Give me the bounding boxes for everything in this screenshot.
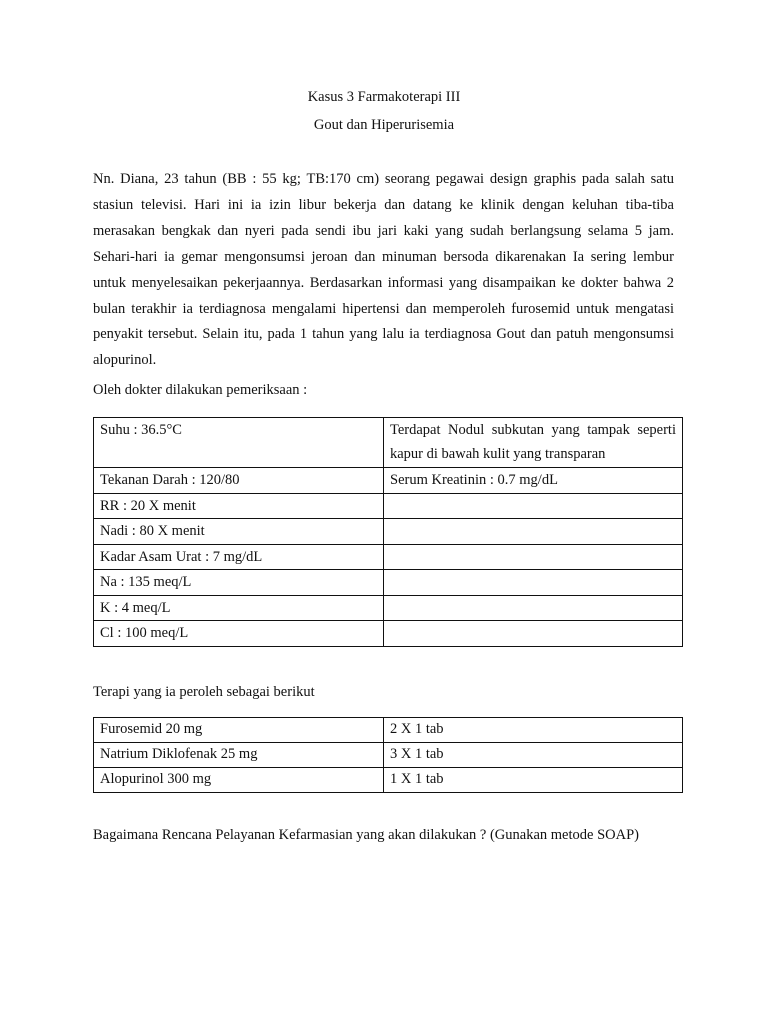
therapy-dose: 3 X 1 tab: [384, 743, 683, 768]
table-row: [94, 743, 683, 768]
therapy-drug: Furosemid 20 mg: [94, 718, 384, 743]
exam-cell-right: [384, 621, 683, 647]
therapy-drug: Natrium Diklofenak 25 mg: [94, 743, 384, 768]
table-row: [94, 570, 683, 596]
exam-intro: Oleh dokter dilakukan pemeriksaan :: [93, 382, 308, 398]
exam-cell-left: Cl : 100 meq/L: [94, 621, 384, 647]
exam-cell-right: Terdapat Nodul subkutan yang tampak seperti kapur di bawah kulit yang transparan: [384, 418, 683, 468]
exam-cell-right: [384, 519, 683, 545]
table-row: [94, 621, 683, 647]
table-row: [94, 519, 683, 545]
exam-cell-right: [384, 595, 683, 621]
case-paragraph: Nn. Diana, 23 tahun (BB : 55 kg; TB:170 cm) seorang pegawai design graphis pada salah satu stasiun televisi. Hari ini ia izin libur bekerja dan datang ke klinik dengan keluhan tiba-tiba merasakan bengkak dan nyeri pada sendi ibu jari kaki yang sudah berlangsung selama 5 jam. Sehari-hari ia gemar mengonsumsi jeroan dan minuman bersoda dikarenakan Ia sering lembur untuk menyelesaikan pekerjaannya. Berdasarkan informasi yang disampaikan ke dokter bahwa 2 bulan terakhir ia terdiagnosa mengalami hipertensi dan memperoleh furosemid untuk mengatasi penyakit tersebut. Selain itu, pada 1 tahun yang lalu ia terdiagnosa Gout dan patuh mengonsumsi alopurinol.: [93, 171, 674, 369]
therapy-drug: Alopurinol 300 mg: [94, 768, 384, 793]
exam-cell-left: Kadar Asam Urat : 7 mg/dL: [94, 544, 384, 570]
exam-cell-left: Tekanan Darah : 120/80: [94, 468, 384, 494]
exam-cell-right: Serum Kreatinin : 0.7 mg/dL: [384, 468, 683, 494]
examination-table: [93, 417, 683, 647]
table-row: [94, 468, 683, 494]
table-row: [94, 768, 683, 793]
exam-cell-left: Suhu : 36.5°C: [94, 418, 384, 468]
exam-cell-right: [384, 493, 683, 519]
therapy-dose: 2 X 1 tab: [384, 718, 683, 743]
exam-cell-left: Nadi : 80 X menit: [94, 519, 384, 545]
therapy-dose: 1 X 1 tab: [384, 768, 683, 793]
exam-cell-left: Na : 135 meq/L: [94, 570, 384, 596]
document-subtitle: Gout dan Hiperurisemia: [313, 117, 455, 133]
table-row: [94, 595, 683, 621]
table-row: [94, 718, 683, 743]
exam-cell-left: RR : 20 X menit: [94, 493, 384, 519]
assignment-question: Bagaimana Rencana Pelayanan Kefarmasian yang akan dilakukan ? (Gunakan metode SOAP): [93, 827, 639, 843]
therapy-table: [93, 717, 683, 793]
document-title: Kasus 3 Farmakoterapi III: [307, 89, 461, 105]
exam-cell-right: [384, 570, 683, 596]
therapy-intro: Terapi yang ia peroleh sebagai berikut: [93, 684, 315, 700]
exam-cell-right: [384, 544, 683, 570]
table-row: [94, 544, 683, 570]
table-row: [94, 493, 683, 519]
table-row: [94, 418, 683, 468]
exam-cell-left: K : 4 meq/L: [94, 595, 384, 621]
